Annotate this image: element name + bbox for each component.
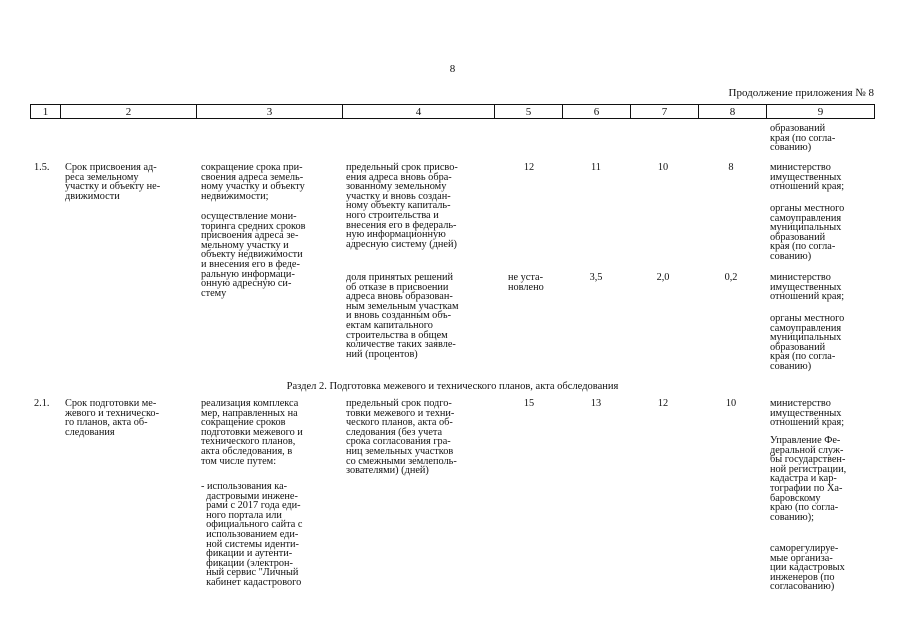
column-number-header	[30, 104, 875, 119]
responsible-text: саморегулируе- мые организа- ции кадастровых инженеров (по согласованию)	[770, 543, 845, 593]
value-col6: 11	[591, 162, 601, 173]
responsible-text: министерство имущественных отношений края;	[770, 162, 845, 193]
indicator-name: Срок подготовки ме- жевого и техническо- го планов, акта об- следования	[65, 398, 159, 438]
col-9: 9	[767, 105, 875, 119]
col-8: 8	[699, 105, 767, 119]
row-number: 2.1.	[34, 398, 50, 409]
row-number: 1.5.	[34, 162, 50, 173]
value-col6: 3,5	[589, 272, 603, 283]
measures-text: осуществление мони- торинга средних сроков присвоения адреса зе- мельному участку и объекту недвижимости и внесения его в феде- ральную информаци- онную адресную си- стему	[201, 211, 306, 299]
responsible-text: органы местного самоуправления муниципальных образований края (по согла- сованию)	[770, 203, 845, 262]
indicator-description: предельный срок подго- товки межевого и техни- ческого планов, акта об- следования (без учета срока согласования гра- ниц земельных участков со смежными землеполь- зователями) (дней)	[346, 398, 457, 477]
col-1: 1	[31, 105, 61, 119]
responsible-text: министерство имущественных отношений края;	[770, 398, 845, 429]
value-col5: 12	[523, 162, 535, 173]
page-number: 8	[449, 63, 456, 75]
responsible-text: министерство имущественных отношений края;	[770, 272, 845, 303]
value-col5: не уста- новлено	[508, 272, 544, 293]
value-col6: 13	[590, 398, 602, 409]
indicator-description: предельный срок присво- ения адреса вновь обра- зованному земельному участку и вновь создан- ному объекту капиталь- ного строительства и внесения его в федераль- ную информационную адресную систему (дней)	[346, 162, 458, 250]
measures-text: сокращение срока при- своения адреса земель- ному участку и объекту недвижимости;	[201, 162, 305, 202]
carry-over-responsible: образований края (по согла- сованию)	[770, 123, 836, 154]
indicator-name: Срок присвоения ад- реса земельному участку и объекту не- движимости	[65, 162, 161, 202]
value-col7: 2,0	[656, 272, 670, 283]
section-title: Раздел 2. Подготовка межевого и технического планов, акта обследования	[286, 381, 619, 392]
responsible-text: Управление Фе- деральной служ- бы государствен- ной регистрации, кадастра и кар- тографии по Ха- баровскому краю (по согла- сованию);	[770, 435, 847, 523]
indicator-description: доля принятых решений об отказе в присвоении адреса вновь образован- ным земельным участкам и вновь созданным объ- ектам капитального строительства в общем количестве таких заявле- ний (процентов)	[346, 272, 459, 360]
measures-bullet: - использования ка- дастровыми инжене- рами с 2017 года еди- ного портала или официального сайта с использованием еди- ной системы иденти- фикации и аутенти- фикации (электрон- ный сервис "Личный кабинет кадастрового	[201, 481, 303, 588]
value-col8: 8	[728, 162, 734, 173]
col-3: 3	[197, 105, 343, 119]
col-7: 7	[631, 105, 699, 119]
value-col8: 10	[725, 398, 737, 409]
continuation-label: Продолжение приложения № 8	[728, 87, 874, 99]
value-col5: 15	[523, 398, 535, 409]
col-2: 2	[61, 105, 197, 119]
col-5: 5	[495, 105, 563, 119]
value-col7: 10	[657, 162, 669, 173]
value-col8: 0,2	[724, 272, 738, 283]
value-col7: 12	[657, 398, 669, 409]
measures-text: реализация комплекса мер, направленных на сокращение сроков подготовки межевого и технического планов, акта обследования, в том числе путем:	[201, 398, 303, 467]
responsible-text: органы местного самоуправления муниципальных образований края (по согла- сованию)	[770, 313, 845, 372]
col-4: 4	[343, 105, 495, 119]
col-6: 6	[563, 105, 631, 119]
